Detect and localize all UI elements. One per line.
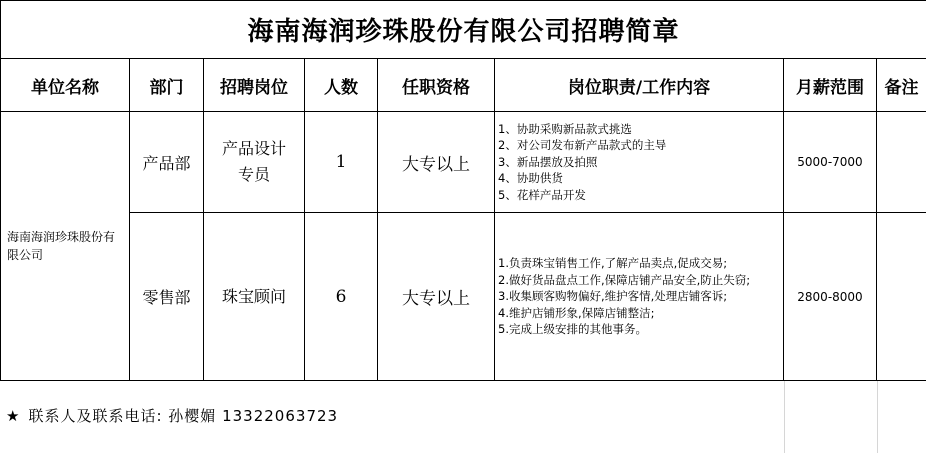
- qualification-cell: 大专以上: [378, 213, 495, 381]
- salary-cell: 2800-8000: [784, 213, 877, 381]
- duty-item: 1.负责珠宝销售工作,了解产品卖点,促成交易;: [498, 256, 728, 271]
- duty-item: 4.维护店铺形象,保障店铺整洁;: [498, 305, 655, 320]
- page-title: 海南海润珍珠股份有限公司招聘简章: [1, 1, 926, 59]
- table-row: [1, 213, 926, 381]
- qualification-cell: 大专以上: [378, 112, 495, 213]
- salary-cell: 5000-7000: [784, 112, 877, 213]
- dept-cell: 零售部: [130, 213, 204, 381]
- dept-cell: 产品部: [130, 112, 204, 213]
- header-company: 单位名称: [1, 59, 130, 112]
- note-cell: [877, 213, 926, 381]
- contact-phone: 13322063723: [222, 407, 339, 425]
- duty-item: 5、花样产品开发: [498, 187, 586, 202]
- position-cell: [204, 213, 305, 381]
- count-cell: 6: [305, 213, 378, 381]
- header-duties: 岗位职责/工作内容: [495, 59, 784, 112]
- duties-cell: [495, 213, 784, 381]
- company-name-cell: 海南海润珍珠股份有限公司: [1, 112, 130, 381]
- note-cell: [877, 112, 926, 213]
- contact-name: 孙樱媚: [168, 407, 217, 425]
- duty-item: 5.完成上级安排的其他事务。: [498, 322, 647, 337]
- table-row: [1, 112, 926, 213]
- duty-item: 3.收集顾客购物偏好,维护客情,处理店铺客诉;: [498, 289, 728, 304]
- header-dept: 部门: [130, 59, 204, 112]
- header-qualification: 任职资格: [378, 59, 495, 112]
- duty-item: 4、协助供货: [498, 171, 563, 186]
- header-row: [1, 59, 926, 112]
- position-line: 珠宝顾问: [221, 286, 286, 306]
- header-salary: 月薪范围: [784, 59, 877, 112]
- count-cell: 1: [305, 112, 378, 213]
- star-icon: ★: [6, 407, 21, 425]
- duties-cell: [495, 112, 784, 213]
- position-line: 专员: [237, 165, 270, 184]
- header-note: 备注: [877, 59, 926, 112]
- contact-label: 联系人及联系电话:: [28, 407, 163, 425]
- duty-item: 3、新品摆放及拍照: [498, 154, 598, 169]
- grid-line: [784, 381, 785, 453]
- duty-item: 1、协助采购新品款式挑选: [498, 121, 632, 136]
- contact-line: [6, 405, 338, 426]
- duty-item: 2.做好货品盘点工作,保障店铺产品安全,防止失窃;: [498, 272, 751, 287]
- position-line: 产品设计: [221, 139, 286, 158]
- duty-item: 2、对公司发布新产品款式的主导: [498, 138, 667, 153]
- header-position: 招聘岗位: [204, 59, 305, 112]
- header-count: 人数: [305, 59, 378, 112]
- position-cell: [204, 112, 305, 213]
- grid-line: [877, 381, 878, 453]
